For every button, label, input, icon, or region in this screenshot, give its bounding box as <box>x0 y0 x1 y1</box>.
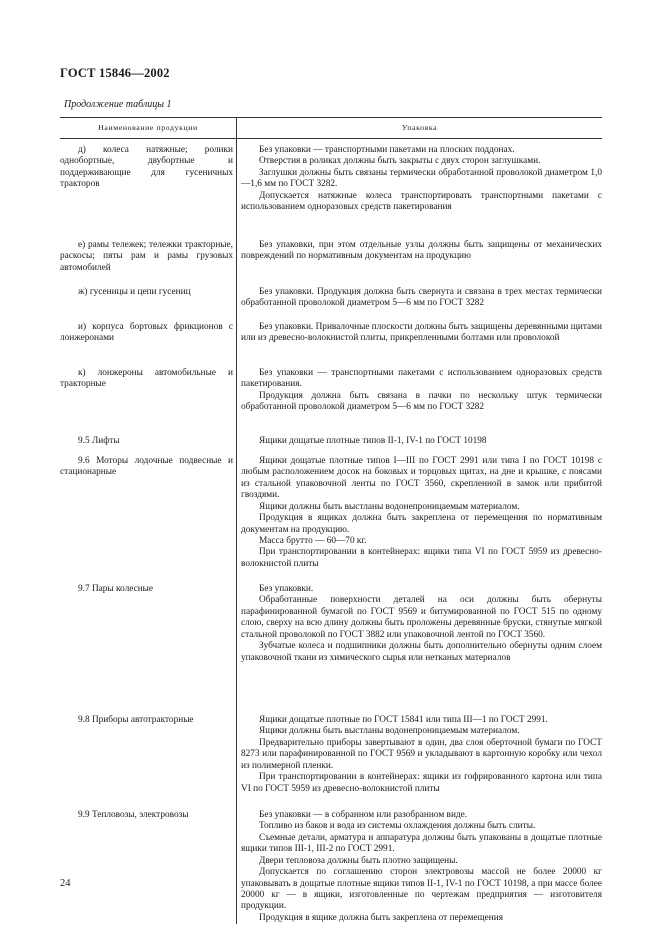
product-name: и) корпуса бортовых фрикционов с лонжеронами <box>60 322 233 344</box>
packaging-paragraph: Ящики должны быть выстланы водонепроницаемым материалом. <box>259 501 520 512</box>
packaging-paragraph: Отверстия в роликах должны быть закрыты с двух сторон заглушками. <box>259 156 541 167</box>
packaging-paragraph: При транспортировании в контейнерах: ящики типа VI по ГОСТ 5959 из древесно-волокнистой плиты <box>241 547 602 569</box>
table-row <box>60 452 602 576</box>
packaging-table <box>60 117 602 924</box>
packaging-paragraph: Ящики должны быть выстланы водонепроницаемым материалом. <box>259 726 520 737</box>
packaging-paragraph: Без упаковки — транспортными пакетами с использованием одноразовых средств пакетирования. <box>241 368 602 390</box>
packaging-paragraph: Допускается по соглашению сторон электровозы массой не более 20000 кг упаковывать в дощатые плотные ящики типов II-1, IV-1 по ГОСТ 10198, а при массе более 20000 кг — в ящики, изготовленные по чертежам предприятия — изготовителя продукции. <box>241 867 602 912</box>
packaging-paragraph: Съемные детали, арматура и аппаратура должны быть упакованы в дощатые плотные ящики типов III-1, III-2 по ГОСТ 2991. <box>241 832 602 855</box>
packaging-paragraph: Без упаковки. <box>259 584 314 594</box>
packaging-paragraph: Без упаковки, при этом отдельные узлы должны быть защищены от механических повреждений по нормативным документам на продукцию <box>241 240 602 262</box>
packaging-paragraph: Предварительно приборы завертывают в один, два слоя оберточной бумаги по ГОСТ 8273 или парафинированной по ГОСТ 9569 и укладывают в картонную коробку или чехол из полимерной пленки. <box>241 737 602 771</box>
packaging-paragraph: Продукция должна быть связана в пачки по нескольку штук термически обработанной проволокой диаметром 5—6 мм по ГОСТ 3282 <box>241 390 602 413</box>
product-name: 9.6 Моторы лодочные подвесные и стационарные <box>60 456 233 478</box>
packaging-paragraph: Заглушки должны быть связаны термически обработанной проволокой диаметром 1,0—1,6 мм по ГОСТ 3282. <box>241 167 602 190</box>
packaging-paragraph: Продукция в ящиках должна быть закреплена от перемещения по нормативным документам на продукцию. <box>241 513 602 535</box>
column-header-packaging: Упаковка <box>237 118 603 139</box>
table-row <box>60 280 602 315</box>
packaging-paragraph: Без упаковки — транспортными пакетами на плоских поддонах. <box>259 145 515 155</box>
packaging-paragraph: Обработанные поверхности деталей на оси должны быть обернуты парафинированной бумагой по ГОСТ 9569 и битумированной по ГОСТ 515 по одному слою, сверху на всю длину должны быть проложены деревянные бруски, стянутые мягкой стальной проволокой по ГОСТ 3882 или упаковочной лентой по ГОСТ 3560. <box>241 595 602 640</box>
table-row <box>60 424 602 452</box>
page-number: 24 <box>60 878 71 889</box>
product-name: е) рамы тележек; тележки тракторные, раскосы; пяты рам и рамы грузовых автомобилей <box>60 240 233 273</box>
table-header-row <box>60 118 602 139</box>
packaging-paragraph: Двери тепловоза должны быть плотно защищены. <box>259 855 458 866</box>
table-row <box>60 709 602 802</box>
table-row <box>60 315 602 360</box>
packaging-paragraph: Топливо из баков и вода из системы охлаждения должны быть слиты. <box>259 821 536 832</box>
packaging-paragraph: Масса брутто — 60—70 кг. <box>259 535 367 546</box>
table-row <box>60 576 602 709</box>
product-name: ж) гусеницы и цепи гусениц <box>78 287 191 297</box>
table-row <box>60 360 602 424</box>
packaging-paragraph: При транспортировании в контейнерах: ящики из гофрированного картона или типа VI по ГОСТ 5959 из древесно-волокнистой плиты <box>241 772 602 794</box>
product-name: к) лонжероны автомобильные и тракторные <box>60 368 233 390</box>
product-name: 9.5 Лифты <box>78 436 120 446</box>
packaging-paragraph: Без упаковки. Продукция должна быть свернута и связана в трех местах термически обработанной проволокой диаметром 5—6 мм по ГОСТ 3282 <box>241 287 602 309</box>
standard-title: ГОСТ 15846—2002 <box>60 66 170 80</box>
packaging-paragraph: Ящики дощатые плотные по ГОСТ 15841 или типа III—1 по ГОСТ 2991. <box>259 715 548 725</box>
product-name: 9.8 Приборы автотракторные <box>78 715 194 725</box>
product-name: д) колеса натяжные; ролики однобортные, двубортные и поддерживающие для гусеничных тракторов <box>60 145 233 190</box>
table-row <box>60 802 602 924</box>
packaging-paragraph: Допускается натяжные колеса транспортировать транспортными пакетами с использованием одноразовых средств пакетирования <box>241 190 602 213</box>
packaging-paragraph: Ящики дощатые плотные типов II-1, IV-1 по ГОСТ 10198 <box>259 436 487 446</box>
column-header-product: Наименование продукции <box>60 118 237 139</box>
packaging-paragraph: Зубчатые колеса и подшипники должны быть дополнительно обернуты одним слоем упаковочной ткани из химического сырья или нетканых материалов <box>241 641 602 663</box>
table-row <box>60 139 602 237</box>
product-name: 9.9 Тепловозы, электровозы <box>78 810 189 820</box>
product-name: 9.7 Пары колесные <box>78 584 154 594</box>
packaging-paragraph: Без упаковки. Привалочные плоскости должны быть защищены деревянными щитами или из древесно-волокнистой плиты, прикрепленными болтами или проволокой <box>241 322 602 344</box>
packaging-paragraph: Продукция в ящике должна быть закреплена от перемещения <box>259 912 503 923</box>
table-continuation-label: Продолжение таблицы 1 <box>64 99 172 110</box>
table-row <box>60 236 602 280</box>
packaging-paragraph: Без упаковки — в собранном или разобранном виде. <box>259 810 468 820</box>
packaging-paragraph: Ящики дощатые плотные типов I—III по ГОСТ 2991 или типа I по ГОСТ 10198 с любым расположением досок на боковых и торцовых щитах, на дне и крышке, с поясами из стальной упаковочной ленты по ГОСТ 3560, скрепленной в замок или прибитой гвоздями. <box>241 456 602 501</box>
